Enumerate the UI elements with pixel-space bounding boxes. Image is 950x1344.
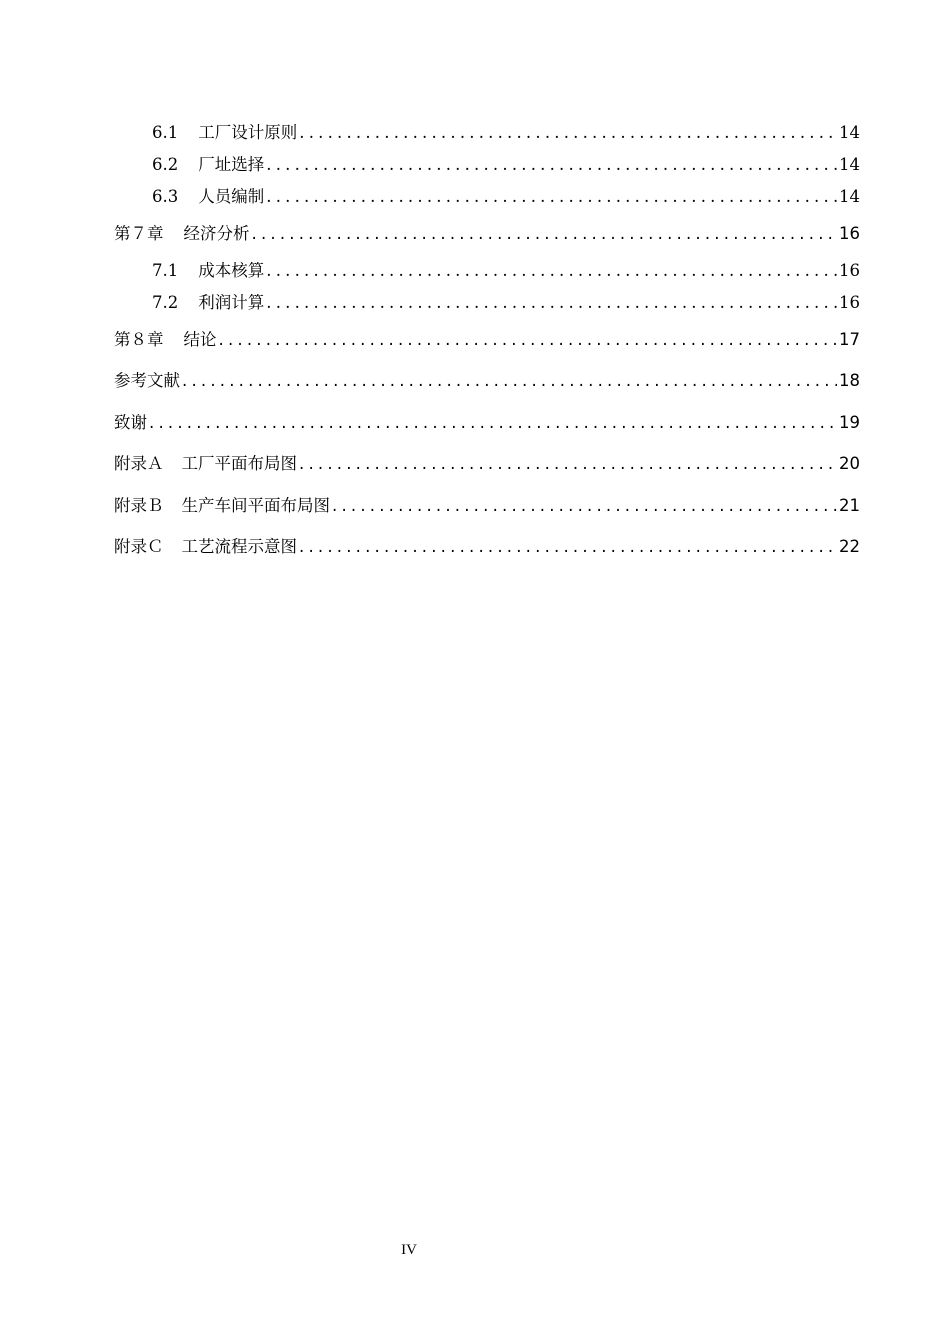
toc-entry-number: 6.1 bbox=[152, 123, 179, 142]
toc-entry-page: 19 bbox=[839, 412, 860, 432]
toc-entry-references[interactable] bbox=[114, 360, 860, 402]
toc-entry-page: 14 bbox=[839, 123, 860, 142]
dot-leader bbox=[266, 287, 837, 319]
dot-leader bbox=[299, 117, 837, 149]
dot-leader bbox=[299, 443, 837, 485]
toc-entry-number: 7.2 bbox=[152, 292, 179, 312]
dot-leader bbox=[182, 360, 837, 402]
dot-leader bbox=[219, 319, 838, 361]
toc-entry-title: 工艺流程示意图 bbox=[181, 537, 297, 556]
toc-entry-number: 附录Ｂ bbox=[114, 495, 164, 515]
toc-entry-appendix-a[interactable] bbox=[114, 443, 860, 485]
toc-entry-title: 利润计算 bbox=[198, 292, 265, 312]
dot-leader bbox=[149, 402, 837, 444]
toc-entry-number: 6.2 bbox=[152, 155, 179, 174]
dot-leader bbox=[266, 255, 837, 287]
dot-leader bbox=[266, 181, 837, 213]
toc-entry-7-1[interactable] bbox=[114, 255, 860, 287]
toc-entry-page: 14 bbox=[839, 187, 860, 206]
dot-leader bbox=[252, 213, 838, 255]
toc-entry-number: 第７章 bbox=[114, 224, 164, 243]
dot-leader bbox=[266, 149, 837, 181]
toc-entry-appendix-c[interactable] bbox=[114, 526, 860, 568]
toc-entry-title: 成本核算 bbox=[198, 260, 265, 280]
toc-entry-chapter-8[interactable] bbox=[114, 319, 860, 361]
toc-entry-acknowledgements[interactable] bbox=[114, 402, 860, 444]
toc-entry-page: 16 bbox=[839, 224, 860, 243]
toc-entry-page: 14 bbox=[839, 155, 860, 174]
toc-entry-title: 参考文献 bbox=[114, 371, 180, 390]
toc-entry-appendix-b[interactable] bbox=[114, 485, 860, 527]
toc-entry-number: 附录Ａ bbox=[114, 454, 164, 473]
toc-entry-title: 经济分析 bbox=[183, 224, 250, 243]
page-number: IV bbox=[401, 1242, 417, 1258]
toc-entry-page: 22 bbox=[839, 537, 860, 556]
toc-entry-6-2[interactable] bbox=[114, 149, 860, 181]
toc-entry-page: 16 bbox=[839, 260, 860, 280]
toc-entry-title: 人员编制 bbox=[198, 187, 265, 206]
dot-leader bbox=[332, 485, 837, 527]
toc-entry-number: 6.3 bbox=[152, 187, 179, 206]
toc-entry-number: 7.1 bbox=[152, 260, 179, 280]
toc-entry-title: 致谢 bbox=[114, 412, 147, 432]
toc-entry-title: 工厂平面布局图 bbox=[181, 454, 297, 473]
toc-entry-chapter-7[interactable] bbox=[114, 213, 860, 255]
toc-entry-page: 17 bbox=[839, 329, 860, 349]
toc-entry-number: 附录Ｃ bbox=[114, 537, 164, 556]
toc-entry-page: 16 bbox=[839, 292, 860, 312]
toc-entry-title: 工厂设计原则 bbox=[198, 123, 298, 142]
toc-entry-page: 21 bbox=[839, 495, 860, 515]
dot-leader bbox=[299, 526, 837, 568]
toc-entry-title: 生产车间平面布局图 bbox=[181, 495, 330, 515]
toc-entry-page: 18 bbox=[839, 371, 860, 390]
toc-entry-6-1[interactable] bbox=[114, 117, 860, 149]
toc-entry-title: 厂址选择 bbox=[198, 155, 265, 174]
toc-entry-number: 第８章 bbox=[114, 329, 164, 349]
toc-entry-7-2[interactable] bbox=[114, 287, 860, 319]
toc-entry-page: 20 bbox=[839, 454, 860, 473]
toc-entry-6-3[interactable] bbox=[114, 181, 860, 213]
table-of-contents bbox=[114, 117, 860, 568]
toc-entry-title: 结论 bbox=[183, 329, 217, 349]
